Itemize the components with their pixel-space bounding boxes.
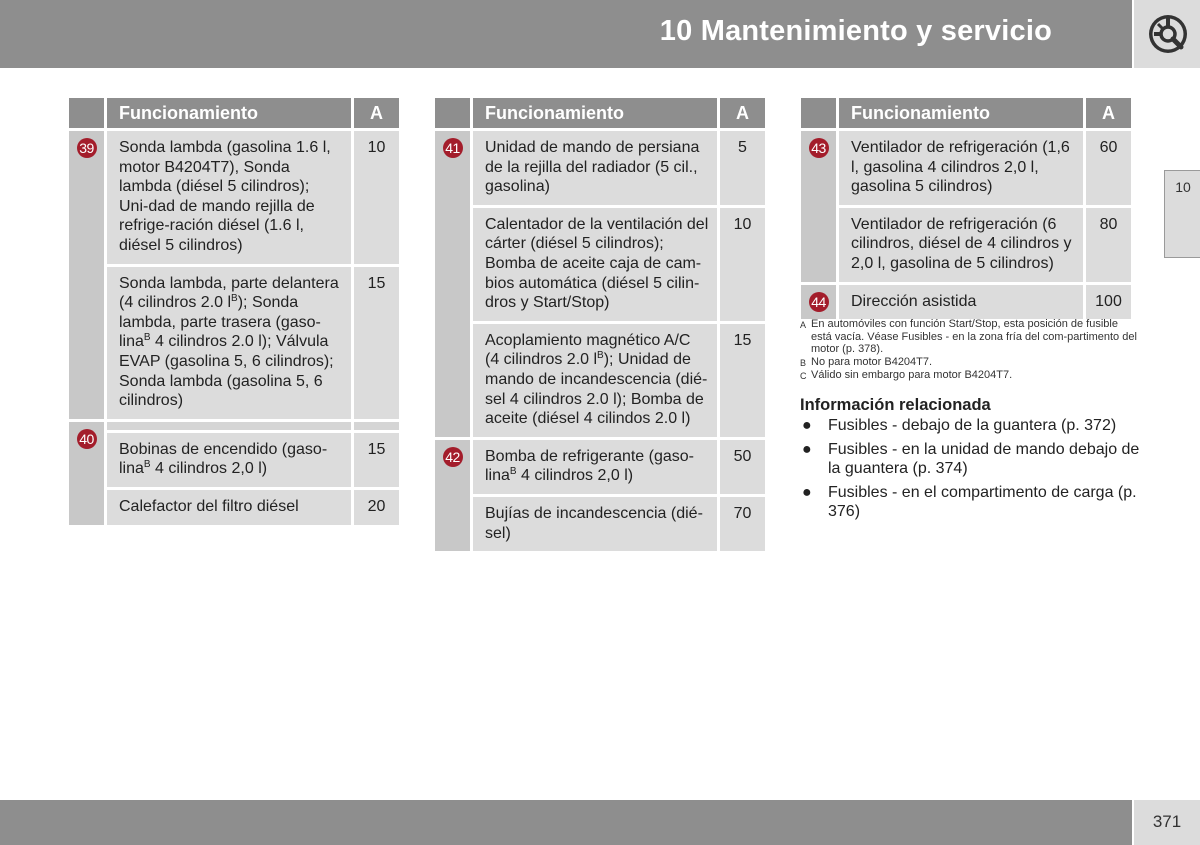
footnote-text: Válido sin embargo para motor B4204T7. — [811, 369, 1013, 381]
fuse-amperage: 5 — [720, 131, 765, 208]
related-link[interactable] — [800, 483, 1140, 522]
fuse-badge: 39 — [77, 138, 97, 158]
fuse-function: Unidad de mando de persiana de la rejilla del radiador (5 cil., gasolina) — [473, 131, 720, 208]
table-row — [69, 433, 399, 490]
fuse-function: Bujías de incandescencia (dié-sel) — [473, 497, 720, 554]
fuse-function: Bobinas de encendido (gaso-lina$^B$ 4 cilindros 2,0 l) — [107, 433, 354, 490]
related-link[interactable] — [800, 416, 1140, 436]
fuse-amperage: 20 — [354, 490, 399, 528]
fuse-badge: 43 — [809, 138, 829, 158]
table-row — [435, 208, 765, 324]
table-row — [801, 285, 1131, 323]
page-title: 10 Mantenimiento y servicio — [659, 15, 1052, 47]
fuse-amperage: 60 — [1086, 131, 1131, 208]
fuse-number-cell — [801, 285, 839, 323]
page-number: 371 — [1152, 812, 1182, 831]
table-row — [69, 131, 399, 267]
fuse-amperage: 15 — [354, 433, 399, 490]
fuse-number-cell — [435, 440, 473, 554]
fuse-function: Calentador de la ventilación del cárter (diésel 5 cilindros); Bomba de aceite caja de cam-bios automática (diésel 5 cilin-dros y Start/Stop) — [473, 208, 720, 324]
fuse-amperage: 10 — [720, 208, 765, 324]
bullet-icon: ● — [802, 483, 812, 501]
related-info — [800, 396, 1140, 526]
fuse-amperage: 50 — [720, 440, 765, 497]
table-header-amp: A — [720, 98, 765, 131]
related-link-text[interactable]: Fusibles - en la unidad de mando debajo de la guantera (p. 374) — [828, 440, 1140, 478]
table-row — [69, 422, 399, 433]
table-header-num — [801, 98, 839, 131]
fuse-number-cell — [69, 422, 107, 528]
fuse-number-cell — [435, 131, 473, 440]
footnote — [800, 369, 1140, 383]
table-row — [435, 131, 765, 208]
table-row — [69, 490, 399, 528]
chapter-tab[interactable] — [1164, 170, 1200, 258]
chapter-tab-label: 10 — [1175, 179, 1191, 195]
related-info-list — [800, 416, 1140, 522]
fuse-function: Bomba de refrigerante (gaso-lina$^B$ 4 cilindros 2,0 l) — [473, 440, 720, 497]
related-link[interactable] — [800, 440, 1140, 479]
related-link-text[interactable]: Fusibles - debajo de la guantera (p. 372) — [828, 417, 1117, 434]
fuse-amperage: 70 — [720, 497, 765, 554]
table-header-amp: A — [354, 98, 399, 131]
fuse-amperage: 80 — [1086, 208, 1131, 285]
fuse-empty-row — [354, 422, 399, 433]
footnote-mark: B — [800, 357, 807, 368]
fuse-badge: 41 — [443, 138, 463, 158]
fuse-table-3 — [801, 98, 1131, 322]
footnote-text: En automóviles con función Start/Stop, esta posición de fusible está vacía. Véase Fusibles - en la zona fría del com-partimento del motor (p. 378). — [811, 318, 1137, 355]
footnote-text: No para motor B4204T7. — [811, 355, 933, 368]
fuse-amperage: 100 — [1086, 285, 1131, 323]
fuse-function: Ventilador de refrigeración (6 cilindros, diésel de 4 cilindros y 2,0 l, gasolina de 5 cilindros) — [839, 208, 1086, 285]
fuse-function: Sonda lambda, parte delantera (4 cilindros 2.0 $l^B$); Sonda lambda, parte trasera (gaso-lina$^B$ 4 cilindros 2.0 l); Válvula EVAP (gasolina 5, 6 cilindros); Sonda lambda (gasolina 5, 6 cilindros) — [107, 267, 354, 422]
bullet-icon: ● — [802, 440, 812, 458]
fuse-function: Dirección asistida — [839, 285, 1086, 323]
related-link-text[interactable]: Fusibles - en el compartimento de carga (p. 376) — [828, 483, 1137, 521]
fuse-amperage: 15 — [354, 267, 399, 422]
footnote — [800, 318, 1140, 356]
footnotes — [800, 318, 1140, 383]
table-row — [801, 131, 1131, 208]
table-header-num — [69, 98, 107, 131]
header-bar — [0, 0, 1132, 68]
table-row — [435, 440, 765, 497]
fuse-function: Ventilador de refrigeración (1,6 l, gasolina 4 cilindros 2,0 l, gasolina 5 cilindros) — [839, 131, 1086, 208]
bullet-icon: ● — [802, 417, 812, 434]
fuse-table-2 — [435, 98, 765, 554]
related-info-title: Información relacionada — [800, 396, 991, 414]
fuse-badge: 42 — [443, 447, 463, 467]
table-row — [69, 267, 399, 422]
fuse-amperage: 10 — [354, 131, 399, 267]
wrench-icon — [1146, 12, 1190, 56]
footnote — [800, 356, 1140, 370]
table-row — [435, 497, 765, 554]
footnote-mark: C — [800, 371, 807, 381]
fuse-number-cell — [801, 131, 839, 285]
fuse-badge: 44 — [809, 292, 829, 312]
footer-bar — [0, 800, 1132, 845]
page-number-box — [1132, 800, 1200, 845]
fuse-badge: 40 — [77, 429, 97, 449]
fuse-empty-row — [107, 422, 354, 433]
table-header-desc: Funcionamiento — [107, 98, 354, 131]
footnote-mark: A — [800, 320, 807, 330]
table-row — [801, 208, 1131, 285]
fuse-table-1 — [69, 98, 399, 528]
table-header-num — [435, 98, 473, 131]
table-header-desc: Funcionamiento — [839, 98, 1086, 131]
fuse-number-cell — [69, 131, 107, 422]
table-header-amp: A — [1086, 98, 1131, 131]
fuse-function: Calefactor del filtro diésel — [107, 490, 354, 528]
fuse-amperage: 15 — [720, 324, 765, 440]
fuse-function: Acoplamiento magnético A/C (4 cilindros 2.0 $l^B$); Unidad de mando de incandescencia (dié-sel 4 cilindros 2.0 l); Bomba de aceite (diésel 4 cilindos 2.0 l) — [473, 324, 720, 440]
fuse-function: Sonda lambda (gasolina 1.6 l, motor B4204T7), Sonda lambda (diésel 5 cilindros); Uni-dad de mando rejilla de refrige-ración diésel (1.6 l, diésel 5 cilindros) — [107, 131, 354, 267]
table-header-desc: Funcionamiento — [473, 98, 720, 131]
header-icon-box — [1132, 0, 1200, 68]
table-row — [435, 324, 765, 440]
